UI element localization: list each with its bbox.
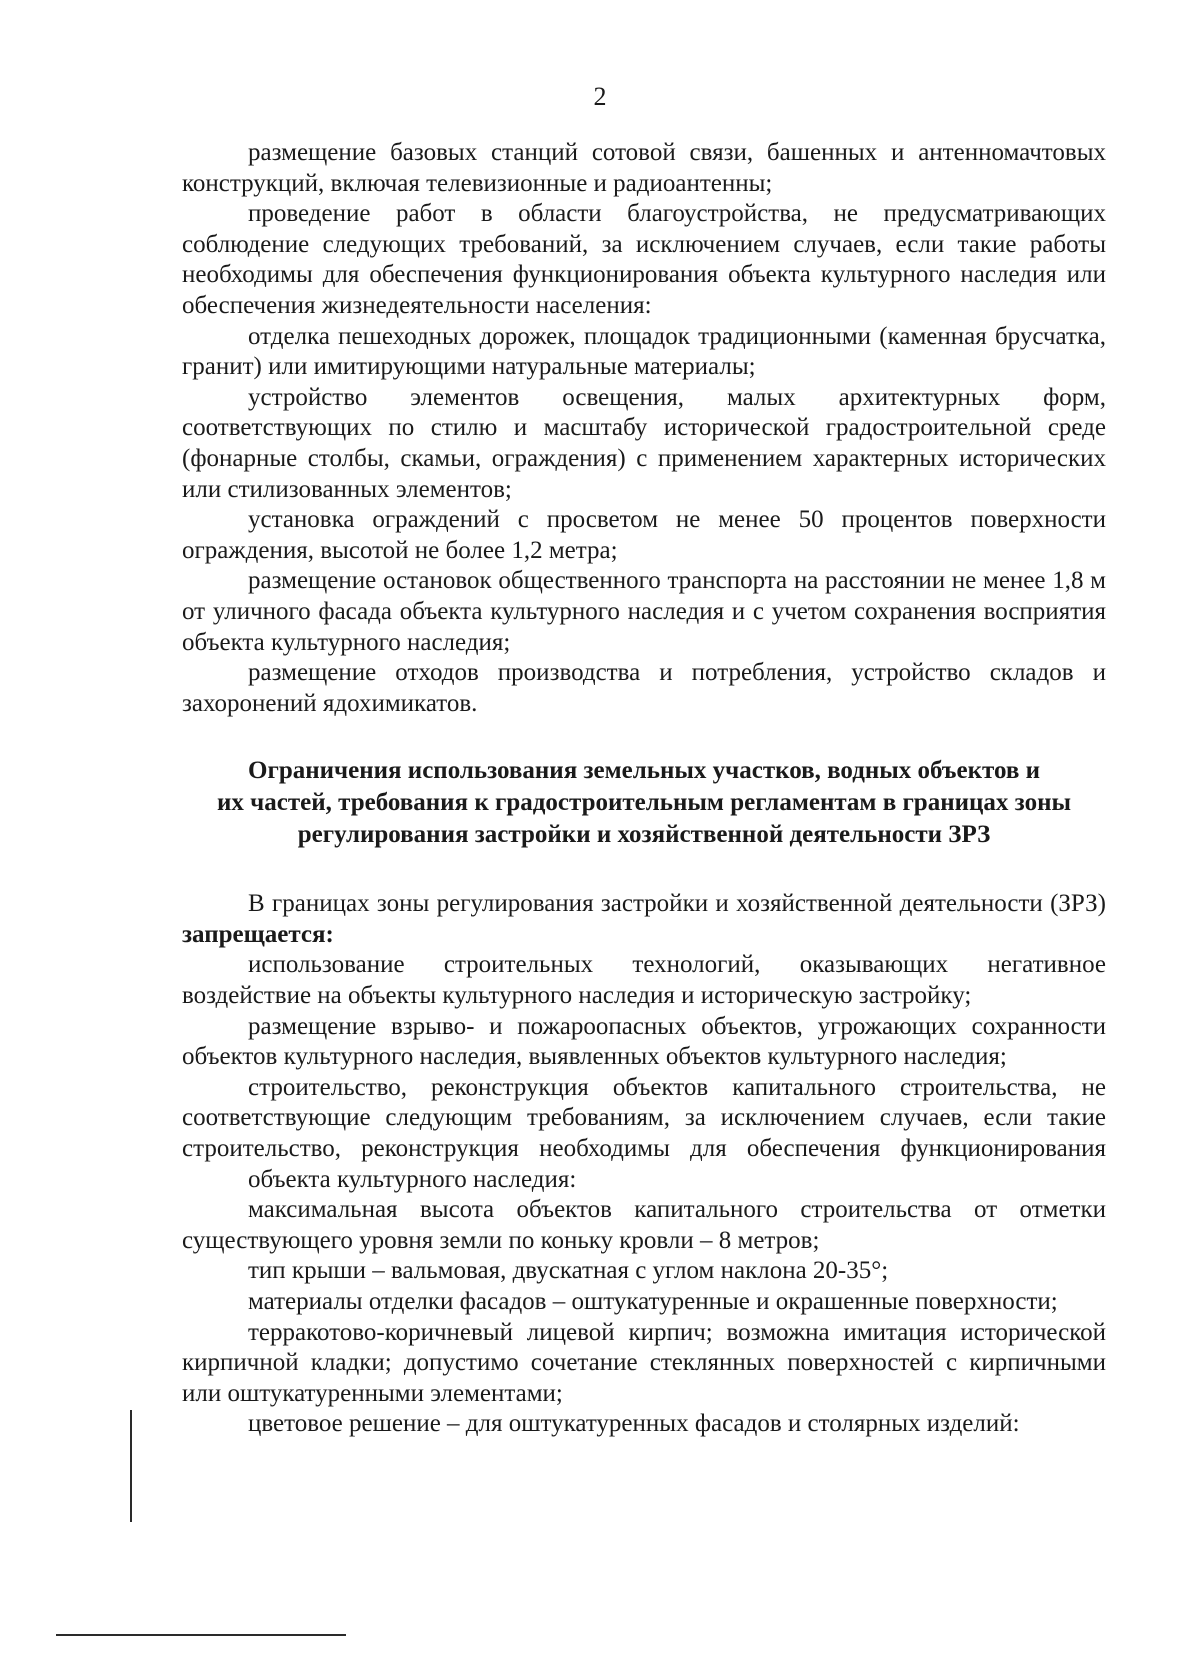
document-body (182, 138, 1106, 1440)
paragraph-bus-stops: размещение остановок общественного транспорта на расстоянии не менее 1,8 м от уличного фасада объекта культурного наследия и с учетом сохранения восприятия объекта культурного наследия; (182, 567, 1106, 656)
intro-text: В границах зоны регулирования застройки и хозяйственной деятельности (ЗРЗ) (248, 890, 1106, 918)
paragraph-hazardous: размещение взрыво- и пожароопасных объектов, угрожающих сохранности объектов культурного наследия, выявленных объектов культурного наследия; (182, 1012, 1106, 1071)
paragraph-max-height: максимальная высота объектов капитального строительства от отметки существующего уровня земли по коньку кровли – 8 метров; (182, 1196, 1106, 1254)
paragraph-landscaping: проведение работ в области благоустройства, не предусматривающих соблюдение следующих требований, за исключением случаев, если такие работы необходимы для обеспечения функционирования объекта культурного наследия или обеспечения жизнедеятельности населения: (182, 200, 1106, 319)
section-heading-line-2: их частей, требования к градостроительным регламентам в границах зоны (216, 789, 1072, 817)
paragraph-paving: отделка пешеходных дорожек, площадок традиционными (каменная брусчатка, гранит) или имитирующими натуральные материалы; (182, 322, 1106, 381)
paragraph-brick: терракотово-коричневый лицевой кирпич; возможна имитация исторической кирпичной кладки; допустимо сочетание стеклянных поверхностей с кирпичными или оштукатуренными элементами; (182, 1318, 1106, 1407)
paragraph-facade-materials: материалы отделки фасадов – оштукатуренные и окрашенные поверхности; (248, 1288, 1058, 1315)
paragraph-base-stations: размещение базовых станций сотовой связи, башенных и антенномачтовых конструкций, включая телевизионные и радиоантенны; (182, 139, 1106, 197)
intro-bold: запрещается: (182, 920, 334, 948)
section-heading (182, 755, 1106, 851)
section-heading-line-3: регулирования застройки и хозяйственной деятельности ЗРЗ (297, 821, 991, 849)
margin-rule (130, 1410, 132, 1522)
indented-line: объекта культурного наследия: (248, 1165, 577, 1193)
page-number: 2 (593, 82, 607, 111)
footer-rule (56, 1634, 346, 1636)
paragraph-lighting: устройство элементов освещения, малых архитектурных форм, соответствующих по стилю и масштабу исторической градостроительной среде (фонарные столбы, скамьи, ограждения) с применением характерных исторических или стилизованных элементов; (182, 383, 1106, 503)
paragraph-roof-type: тип крыши – вальмовая, двускатная с углом наклона 20-35°; (248, 1257, 889, 1285)
paragraph-intro (182, 889, 1106, 950)
paragraph-technologies: использование строительных технологий, оказывающих негативное воздействие на объекты культурного наследия и историческую застройку; (182, 951, 1106, 1010)
paragraph-fences: установка ограждений с просветом не менее 50 процентов поверхности ограждения, высотой не более 1,2 метра; (182, 506, 1106, 564)
section-heading-line-1: Ограничения использования земельных участков, водных объектов и (248, 757, 1040, 785)
paragraph-waste: размещение отходов производства и потребления, устройство складов и захоронений ядохимикатов. (182, 659, 1106, 717)
paragraph-construction: строительство, реконструкция объектов капитального строительства, не соответствующие следующим требованиям, за исключением случаев, если такие строительство, реконструкция необходимы для обеспечения функционирования (182, 1073, 1106, 1163)
paragraph-color: цветовое решение – для оштукатуренных фасадов и столярных изделий: (248, 1410, 1020, 1438)
